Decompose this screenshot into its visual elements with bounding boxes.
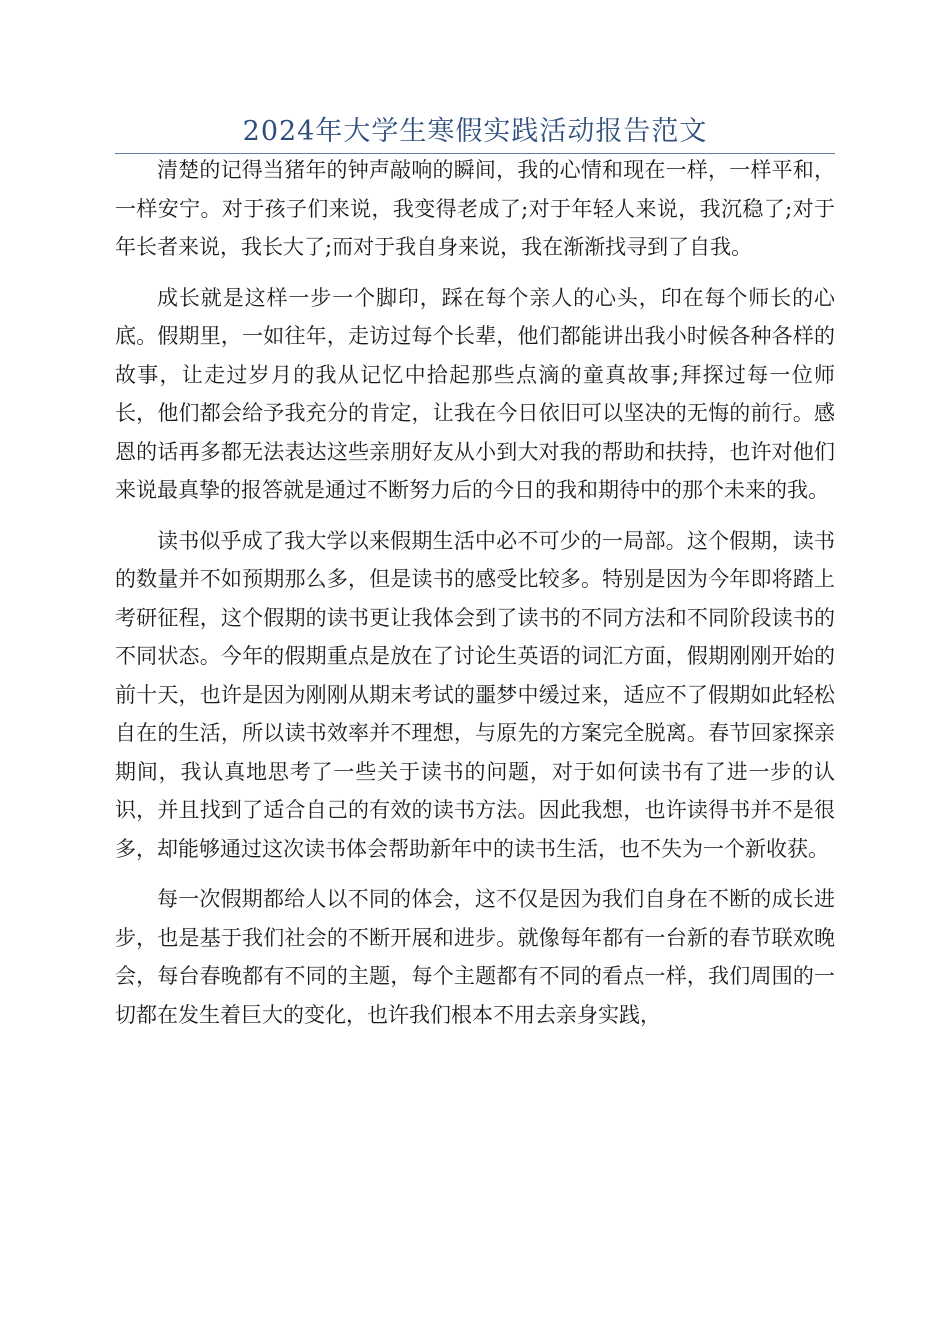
document-body <box>115 151 835 1046</box>
paragraph-4: 每一次假期都给人以不同的体会，这不仅是因为我们自身在不断的成长进步，也是基于我们社会的不断开展和进步。就像每年都有一台新的春节联欢晚会，每台春晚都有不同的主题，每个主题都有不同的看点一样，我们周围的一切都在发生着巨大的变化，也许我们根本不用去亲身实践， <box>115 887 835 1027</box>
document-title: 2024年大学生寒假实践活动报告范文 <box>242 116 708 147</box>
paragraph-1: 清楚的记得当猪年的钟声敲响的瞬间，我的心情和现在一样，一样平和，一样安宁。对于孩子们来说，我变得老成了;对于年轻人来说，我沉稳了;对于年长者来说，我长大了;而对于我自身来说，我在渐渐找寻到了自我。 <box>115 158 835 259</box>
paragraph-3: 读书似乎成了我大学以来假期生活中必不可少的一局部。这个假期，读书的数量并不如预期那么多，但是读书的感受比较多。特别是因为今年即将踏上考研征程，这个假期的读书更让我体会到了读书的不同方法和不同阶段读书的不同状态。今年的假期重点是放在了讨论生英语的词汇方面，假期刚刚开始的前十天，也许是因为刚刚从期末考试的噩梦中缓过来，适应不了假期如此轻松自在的生活，所以读书效率并不理想，与原先的方案完全脱离。春节回家探亲期间，我认真地思考了一些关于读书的问题，对于如何读书有了进一步的认识，并且找到了适合自己的有效的读书方法。因此我想，也许读得书并不是很多，却能够通过这次读书体会帮助新年中的读书生活，也不失为一个新收获。 <box>115 528 835 861</box>
paragraph-2: 成长就是这样一步一个脚印，踩在每个亲人的心头，印在每个师长的心底。假期里，一如往年，走访过每个长辈，他们都能讲出我小时候各种各样的故事，让走过岁月的我从记忆中拾起那些点滴的童真故事;拜探过每一位师长，他们都会给予我充分的肯定，让我在今日依旧可以坚决的无悔的前行。感恩的话再多都无法表达这些亲朋好友从小到大对我的帮助和扶持，也许对他们来说最真挚的报答就是通过不断努力后的今日的我和期待中的那个未来的我。 <box>115 285 835 502</box>
